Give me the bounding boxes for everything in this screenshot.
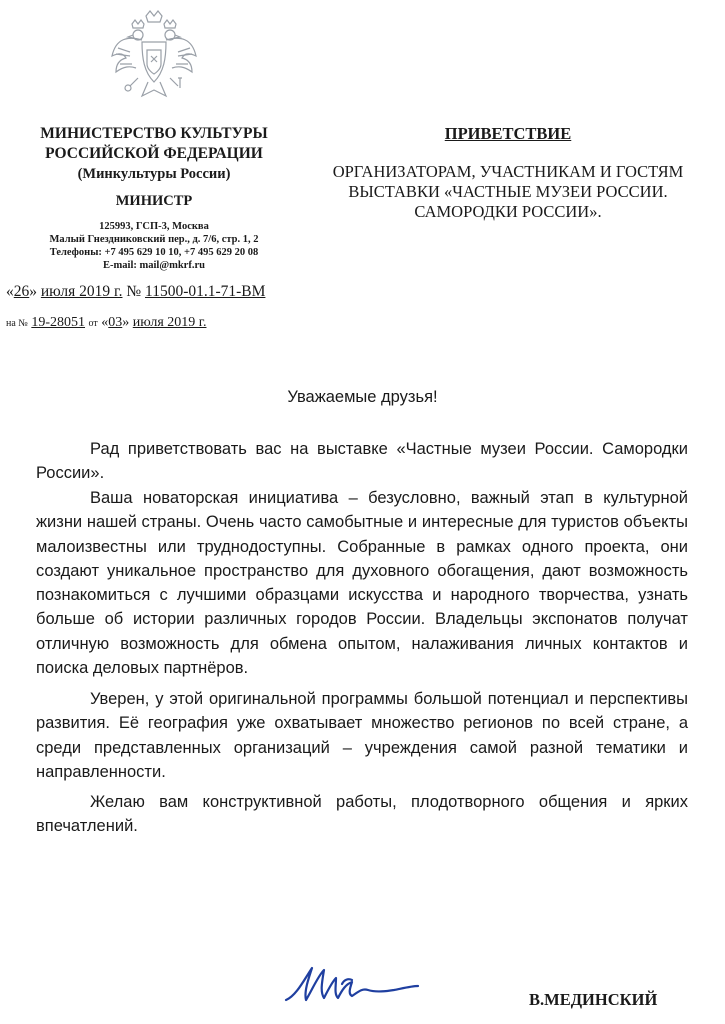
handwritten-signature-icon xyxy=(282,960,422,1010)
paragraph-3: Уверен, у этой оригинальной программы большой потенциал и перспективы развития. Её география уже охватывает множество регионов по всей стране, а среди представленных организаций – учреждения самой разной тематики и направленности. xyxy=(36,690,688,781)
incoming-number: 19-28051 xyxy=(31,315,86,330)
paragraph-4: Желаю вам конструктивной работы, плодотворного общения и ярких впечатлений. xyxy=(36,793,688,836)
address-line-1: 125993, ГСП-3, Москва xyxy=(99,221,209,232)
outgoing-number: 11500-01.1-71-ВМ xyxy=(145,283,266,300)
email-line: E-mail: mail@mkrf.ru xyxy=(103,260,205,271)
outgoing-reference xyxy=(6,283,265,301)
greeting-subtitle: ОРГАНИЗАТОРАМ, УЧАСТНИКАМ И ГОСТЯМ ВЫСТАВКИ «ЧАСТНЫЕ МУЗЕИ РОССИИ. САМОРОДКИ РОССИИ». xyxy=(332,162,684,221)
salutation: Уважаемые друзья! xyxy=(287,388,438,406)
address-line-2: Малый Гнездниковский пер., д. 7/6, стр. 1, 2 xyxy=(49,234,259,245)
outgoing-month-year: июля 2019 г. xyxy=(40,283,123,300)
ministry-short-name: (Минкультуры России) xyxy=(77,166,231,182)
number-sign: № xyxy=(126,283,142,300)
paragraph-2: Ваша новаторская инициатива – безусловно, важный этап в культурной жизни нашей страны. Очень часто самобытные и интересные для туристов объекты малоизвестны или труднодоступны. Собранные в рамках одного проекта, они создают уникальное пространство для духовного обогащения, дают возможность познакомиться с лучшими образцами искусства и народного творчества, узнать больше об истории различных городов России. Владельцы экспонатов получат отличную возможность для обмена опытом, налаживания личных контактов и поиска деловых партнёров. xyxy=(36,489,688,678)
ministry-name xyxy=(20,124,288,184)
on-number-label: на № xyxy=(6,318,28,329)
incoming-day-quote-close: » xyxy=(122,315,130,330)
incoming-day: 03 xyxy=(108,315,123,330)
incoming-month-year: июля 2019 г. xyxy=(132,315,207,330)
from-label: от xyxy=(88,318,98,329)
coat-of-arms-icon xyxy=(108,8,200,112)
outgoing-day: 26 xyxy=(13,283,30,300)
paragraph-1: Рад приветствовать вас на выставке «Частные музеи России. Самородки России». xyxy=(36,440,688,483)
incoming-day-quote-open: « xyxy=(101,315,109,330)
ministry-line-1: МИНИСТЕРСТВО КУЛЬТУРЫ xyxy=(40,125,268,142)
incoming-reference xyxy=(6,315,206,331)
phones-line: Телефоны: +7 495 629 10 10, +7 495 629 20 08 xyxy=(49,247,259,258)
ministry-line-2: РОССИЙСКОЙ ФЕДЕРАЦИИ xyxy=(45,145,263,162)
address-block xyxy=(20,220,288,272)
position-title: МИНИСТР xyxy=(115,193,193,209)
day-quote-close: » xyxy=(29,283,37,300)
signer-name: В.МЕДИНСКИЙ xyxy=(529,990,658,1009)
greeting-title: ПРИВЕТСТВИЕ xyxy=(444,124,572,143)
day-quote-open: « xyxy=(6,283,14,300)
